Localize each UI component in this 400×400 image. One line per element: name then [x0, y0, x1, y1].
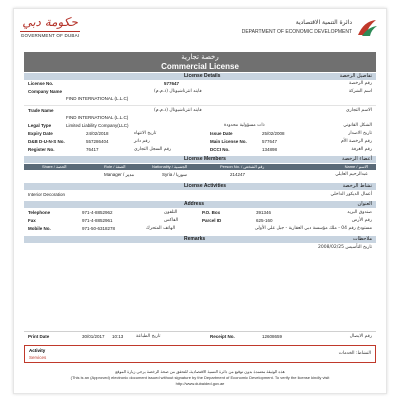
dates-row [24, 130, 376, 138]
issue-date-label-ar: تاريخ الاصدار [348, 131, 372, 136]
license-no-row [24, 80, 376, 88]
parcel-id-label-ar: رقم الأرض [351, 218, 372, 223]
remarks-header [24, 236, 376, 243]
receipt-no-label-ar: رقم الايصال [349, 334, 372, 339]
legal-type-row [24, 122, 376, 130]
gov-logo-english: GOVERNMENT OF DUBAI [20, 33, 80, 38]
dcci-value: 134898 [262, 147, 278, 152]
duns-label-ar: رقم دانز [134, 139, 150, 144]
company-name-label-ar: اسم الشركة [348, 89, 372, 94]
member-role: Manager / مدير [104, 172, 135, 177]
activity-box-label: Activity [29, 348, 46, 353]
license-activities-title-ar: نشاط الرخصة [342, 183, 372, 189]
license-no-value: 577647 [164, 81, 180, 86]
fax-value: 971-4-8852961 [82, 218, 113, 223]
ded-arabic-name: دائرة التنمية الاقتصادية [295, 19, 352, 26]
license-details-title-ar: تفاصيل الرخصة [339, 73, 372, 79]
license-no-label: License No. [28, 81, 54, 86]
gov-logo-arabic: حكومة دبي [22, 15, 78, 29]
member-person-no: 214247 [230, 172, 246, 177]
activity-box-arabic: النشاط: الخدمات [338, 351, 371, 356]
member-name: عبدالرحيم العايلي [335, 172, 368, 177]
members-table-row [24, 171, 376, 179]
trade-name-label-ar: الاسم التجاري [346, 108, 372, 113]
main-license-label-ar: رقم الرخصة الأم [341, 139, 372, 144]
address-arabic: مستودع رقم 04 - ملك مؤسسة دبي العقارية - جبل علي الأولى [254, 226, 372, 231]
parcel-id-value: 625-160 [256, 218, 273, 223]
ded-emblem-icon [356, 17, 378, 39]
company-name-label: Company Name [28, 89, 63, 94]
legal-type-arabic-value: ذات مسؤولية محدودة [224, 123, 265, 128]
col-role: Role / الصفة [104, 164, 126, 169]
telephone-label: Telephone [28, 210, 51, 215]
trade-name-label: Trade Name [28, 108, 54, 113]
fax-label: Fax [28, 218, 36, 223]
remarks-row [24, 244, 376, 252]
mobile-label-ar: الهاتف المتحرك [146, 226, 176, 231]
address-title: Address [184, 201, 205, 207]
print-date-label: Print Date [28, 334, 50, 339]
legal-type-value: Limited Liability Company(LLC) [66, 123, 129, 128]
print-date-value: 30/01/2017 [82, 334, 105, 339]
duns-row [24, 138, 376, 146]
pobox-label: P.O. Box [202, 210, 221, 215]
main-license-value: 577647 [262, 139, 278, 144]
register-row [24, 146, 376, 154]
company-name-english-value: FIND INTERNATIONAL (L.L.C) [66, 96, 129, 101]
license-no-label-ar: رقم الرخصة [349, 81, 372, 86]
register-no-value: 76417 [86, 147, 99, 152]
duns-label: D&B D-U-N-S No. [28, 139, 65, 144]
ded-logo [238, 17, 378, 45]
address-title-ar: العنوان [357, 201, 372, 207]
col-person-no: Person No. / رقم الشخص [220, 164, 265, 169]
dcci-label-ar: رقم الغرفة [351, 147, 372, 152]
license-members-title-ar: أعضاء الرخصة [342, 156, 372, 162]
receipt-no-label: Receipt No. [210, 334, 235, 339]
fax-label-ar: الفاكس [164, 218, 179, 223]
print-date-label-ar: تاريخ الطباعة [136, 334, 161, 339]
company-name-en-row [24, 95, 376, 103]
mobile-row [24, 225, 376, 233]
telephone-label-ar: التلفون [164, 210, 178, 215]
title-arabic: رخصة تجارية [181, 53, 219, 61]
print-time-value: 10:13 [112, 334, 124, 339]
parcel-id-label: Parcel ID [202, 218, 222, 223]
government-of-dubai-logo [20, 15, 80, 38]
expiry-date-value: 24/02/2018 [86, 131, 109, 136]
license-activities-title: License Activities [184, 183, 227, 189]
verification-url[interactable]: http://www.dubaided.gov.ae [175, 381, 225, 386]
col-name: Name / الاسم [344, 164, 368, 169]
trade-name-english-value: FIND INTERNATIONAL (L.L.C) [66, 115, 129, 120]
address-header [24, 201, 376, 208]
verification-note-english: (This is an (Approved) electronic document issued without signature by the Department of Economic Development. To verify the license kindly visit [70, 375, 330, 380]
company-name-arabic-value: فايند انترناشيونال (ذ.م.م) [154, 89, 202, 94]
main-license-label: Main License No. [210, 139, 247, 144]
mobile-label: Mobile No. [28, 226, 51, 231]
license-title-banner [24, 52, 376, 72]
trade-name-arabic-value: فايند انترناشيونال (ذ.م.م) [154, 108, 202, 113]
pobox-value: 391346 [256, 210, 272, 215]
expiry-date-label: Expiry Date [28, 131, 53, 136]
members-table-header [24, 164, 376, 170]
telephone-value: 971-4-8852962 [82, 210, 113, 215]
legal-type-label-ar: الشكل القانوني [343, 123, 372, 128]
activity-arabic: أعمال الديكور الداخلي [330, 192, 372, 197]
issue-date-label: Issue Date [210, 131, 233, 136]
member-nationality: Syria / سوريا [162, 172, 187, 177]
remarks-title: Remarks [184, 236, 206, 242]
col-nationality: Nationality / الجنسية [152, 164, 188, 169]
legal-type-label: Legal Type [28, 123, 52, 128]
trade-name-en-row [24, 114, 376, 122]
telephone-row [24, 209, 376, 217]
col-share: Share / الحصة [42, 164, 67, 169]
document-header [14, 9, 386, 55]
activity-box [24, 345, 376, 363]
expiry-date-label-ar: تاريخ الانتهاء [134, 131, 157, 136]
license-document [13, 8, 387, 394]
ded-english-name: DEPARTMENT OF ECONOMIC DEVELOPMENT [241, 29, 352, 35]
license-members-header [24, 156, 376, 163]
row-divider [24, 105, 376, 106]
receipt-no-value: 12608659 [262, 334, 283, 339]
register-no-label-ar: رقم السجل التجاري [134, 147, 172, 152]
register-no-label: Register No. [28, 147, 55, 152]
pobox-label-ar: صندوق البريد [347, 210, 372, 215]
duns-value: 557286404 [86, 139, 109, 144]
remarks-text: تاريخ التأسيس 2008/02/25 [318, 245, 372, 250]
dcci-label: DCCI No. [210, 147, 230, 152]
license-activities-header [24, 183, 376, 190]
title-english: Commercial License [161, 62, 239, 71]
activity-row [24, 191, 376, 199]
license-details-header [24, 73, 376, 80]
print-divider [24, 331, 376, 332]
issue-date-value: 25/02/2008 [262, 131, 285, 136]
print-info-row [24, 333, 376, 341]
mobile-value: 971-50-6318278 [82, 226, 116, 231]
fax-row [24, 217, 376, 225]
remarks-title-ar: ملاحظات [352, 236, 372, 242]
verification-note-arabic: هذه الوثيقة معتمدة بدون توقيع من دائرة التنمية الاقتصادية، للتحقق من صحة الرخصة يرجى زيارة الموقع [115, 369, 285, 374]
activity-box-value: Services [29, 355, 47, 360]
activity-english: Interior Decoration [28, 192, 66, 197]
license-details-title: License Details [184, 73, 221, 79]
license-members-title: License Members [184, 156, 226, 162]
